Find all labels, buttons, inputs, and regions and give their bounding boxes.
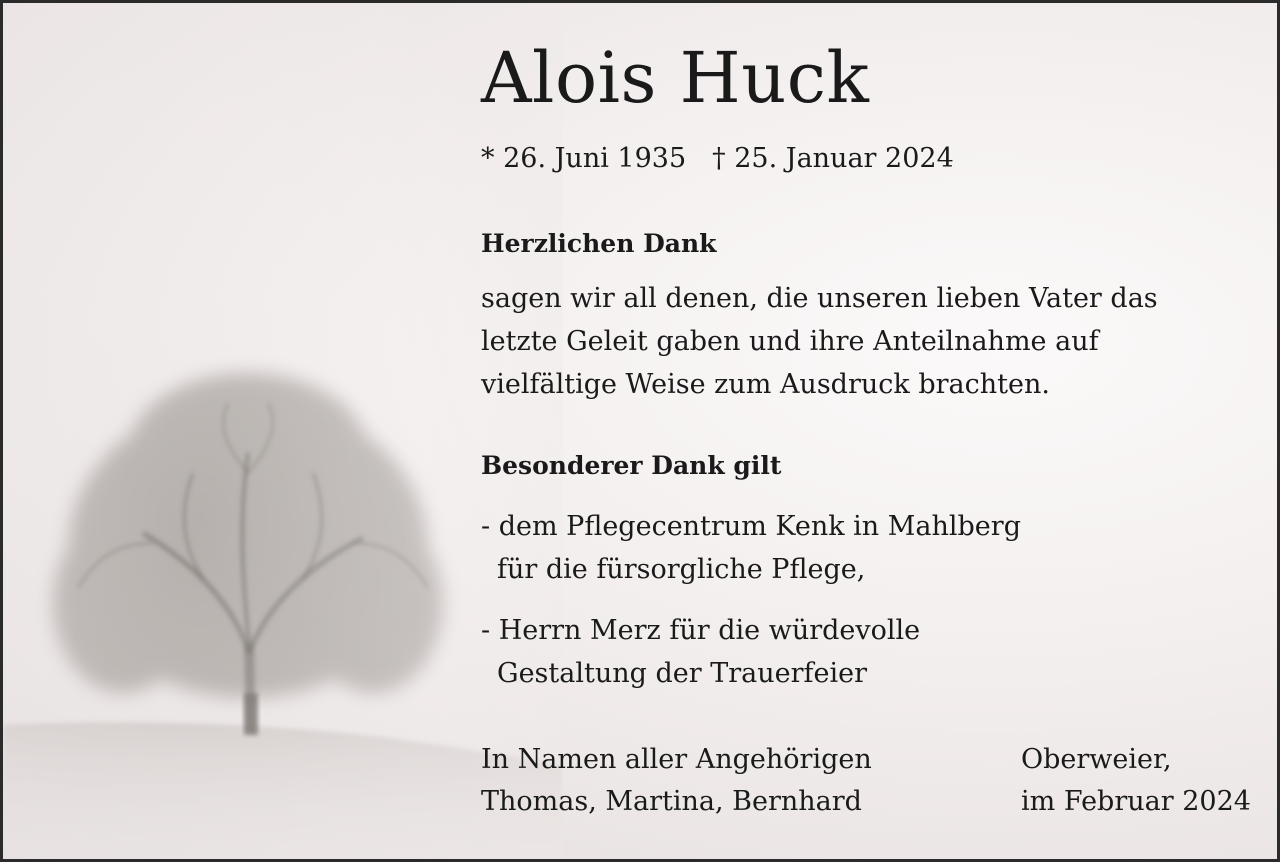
special-thanks-line: - Herrn Merz für die würdevolle — [481, 615, 921, 646]
signature-block — [481, 739, 872, 823]
place-date-block — [1021, 739, 1251, 823]
signature-names: Thomas, Martina, Bernhard — [481, 786, 862, 817]
misty-tree-image — [3, 3, 563, 862]
special-thanks-line: - dem Pflegecentrum Kenk in Mahlberg — [481, 511, 1021, 542]
death-date: † 25. Januar 2024 — [712, 143, 954, 174]
place: Oberweier, — [1021, 744, 1172, 775]
thanks-paragraph — [481, 277, 1158, 406]
life-dates — [481, 143, 954, 175]
deceased-name: Alois Huck — [481, 37, 870, 119]
thanks-line: vielfältige Weise zum Ausdruck brachten. — [481, 369, 1050, 400]
thanks-line: sagen wir all denen, die unseren lieben Vater das — [481, 283, 1158, 314]
thanks-line: letzte Geleit gaben und ihre Anteilnahme auf — [481, 326, 1099, 357]
signature-line: In Namen aller Angehörigen — [481, 744, 872, 775]
special-thanks-line: für die fürsorgliche Pflege, — [497, 554, 866, 585]
special-thanks-line: Gestaltung der Trauerfeier — [497, 658, 868, 689]
special-thanks-item — [481, 609, 920, 695]
date: im Februar 2024 — [1021, 786, 1251, 817]
special-thanks-item — [481, 505, 1021, 591]
thanks-heading: Herzlichen Dank — [481, 229, 717, 258]
birth-date: * 26. Juni 1935 — [481, 143, 687, 174]
special-thanks-heading: Besonderer Dank gilt — [481, 451, 782, 480]
